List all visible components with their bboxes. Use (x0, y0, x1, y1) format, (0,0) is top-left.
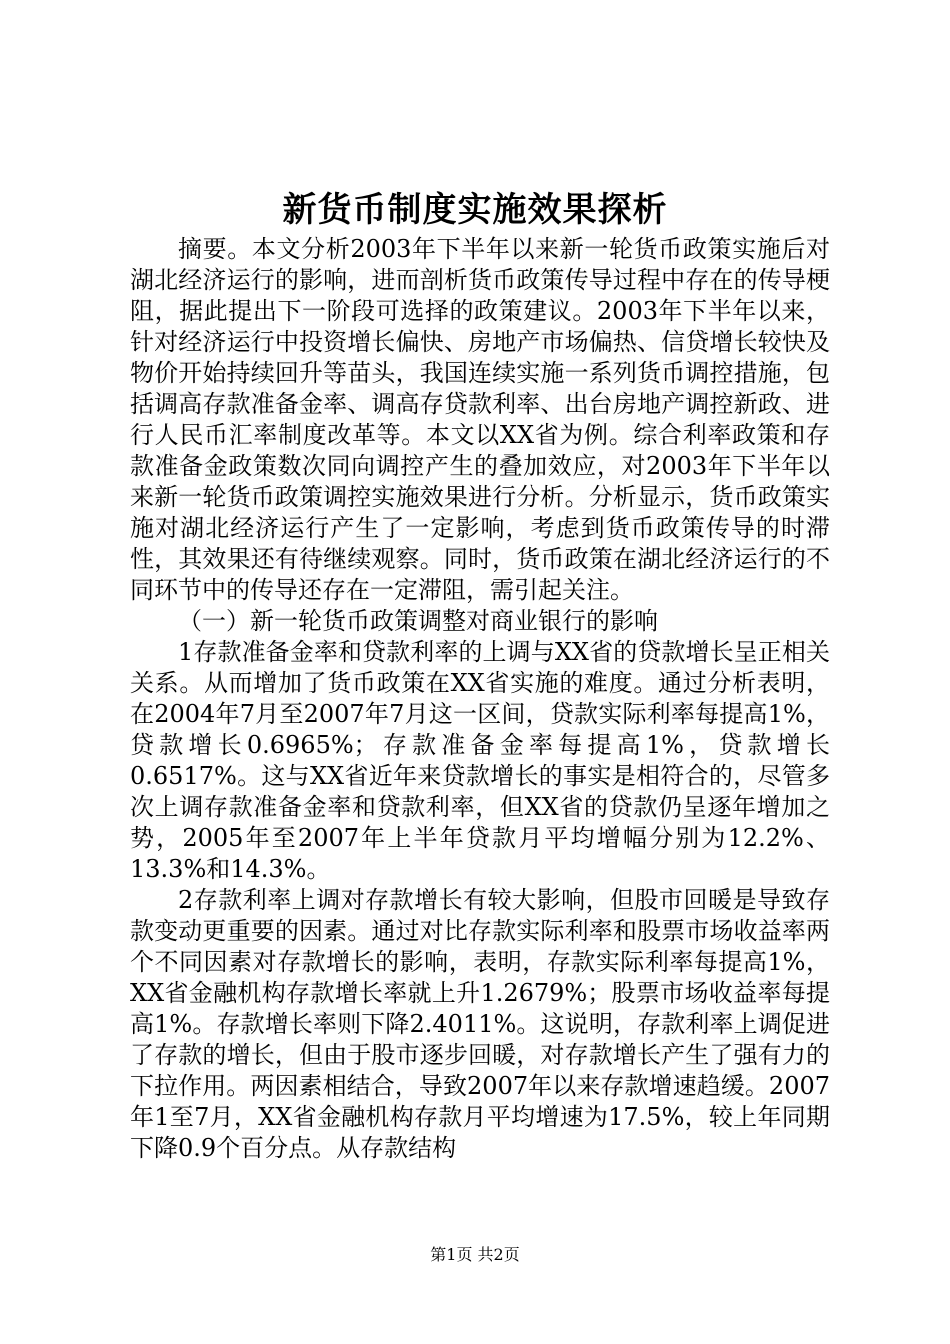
body-paragraph-1: 1存款准备金率和贷款利率的上调与XX省的贷款增长呈正相关关系。从而增加了货币政策在XX省实施的难度。通过分析表明，在2004年7月至2007年7月这一区间，贷款实际利率每提高1%，贷款增长0.6965%；存款准备金率每提高1%，贷款增长0.6517%。这与XX省近年来贷款增长的事实是相符合的，尽管多次上调存款准备金率和贷款利率，但XX省的贷款仍呈逐年增加之势，2005年至2007年上半年贷款月平均增幅分别为12.2%、13.3%和14.3%。 (130, 638, 830, 883)
section-heading: （一）新一轮货币政策调整对商业银行的影响 (178, 607, 658, 635)
document-body (130, 234, 830, 1164)
body-paragraph-2: 2存款利率上调对存款增长有较大影响，但股市回暖是导致存款变动更重要的因素。通过对比存款实际利率和股票市场收益率两个不同因素对存款增长的影响，表明，存款实际利率每提高1%，XX省金融机构存款增长率就上升1.2679%；股票市场收益率每提高1%。存款增长率则下降2.4011%。这说明，存款利率上调促进了存款的增长，但由于股市逐步回暖，对存款增长产生了强有力的下拉作用。两因素相结合，导致2007年以来存款增速趋缓。2007年1至7月，XX省金融机构存款月平均增速为17.5%，较上年同期下降0.9个百分点。从存款结构 (130, 886, 830, 1162)
page-footer: 第1页 共2页 (430, 1245, 520, 1264)
abstract-paragraph: 摘要。本文分析2003年下半年以来新一轮货币政策实施后对湖北经济运行的影响，进而剖析货币政策传导过程中存在的传导梗阻，据此提出下一阶段可选择的政策建议。2003年下半年以来，针对经济运行中投资增长偏快、房地产市场偏热、信贷增长较快及物价开始持续回升等苗头，我国连续实施一系列货币调控措施，包括调高存款准备金率、调高存贷款利率、出台房地产调控新政、进行人民币汇率制度改革等。本文以XX省为例。综合利率政策和存款准备金政策数次同向调控产生的叠加效应，对2003年下半年以来新一轮货币政策调控实施效果进行分析。分析显示，货币政策实施对湖北经济运行产生了一定影响，考虑到货币政策传导的时滞性，其效果还有待继续观察。同时，货币政策在湖北经济运行的不同环节中的传导还存在一定滞阻，需引起关注。 (130, 235, 830, 604)
document-title: 新货币制度实施效果探析 (282, 190, 668, 230)
